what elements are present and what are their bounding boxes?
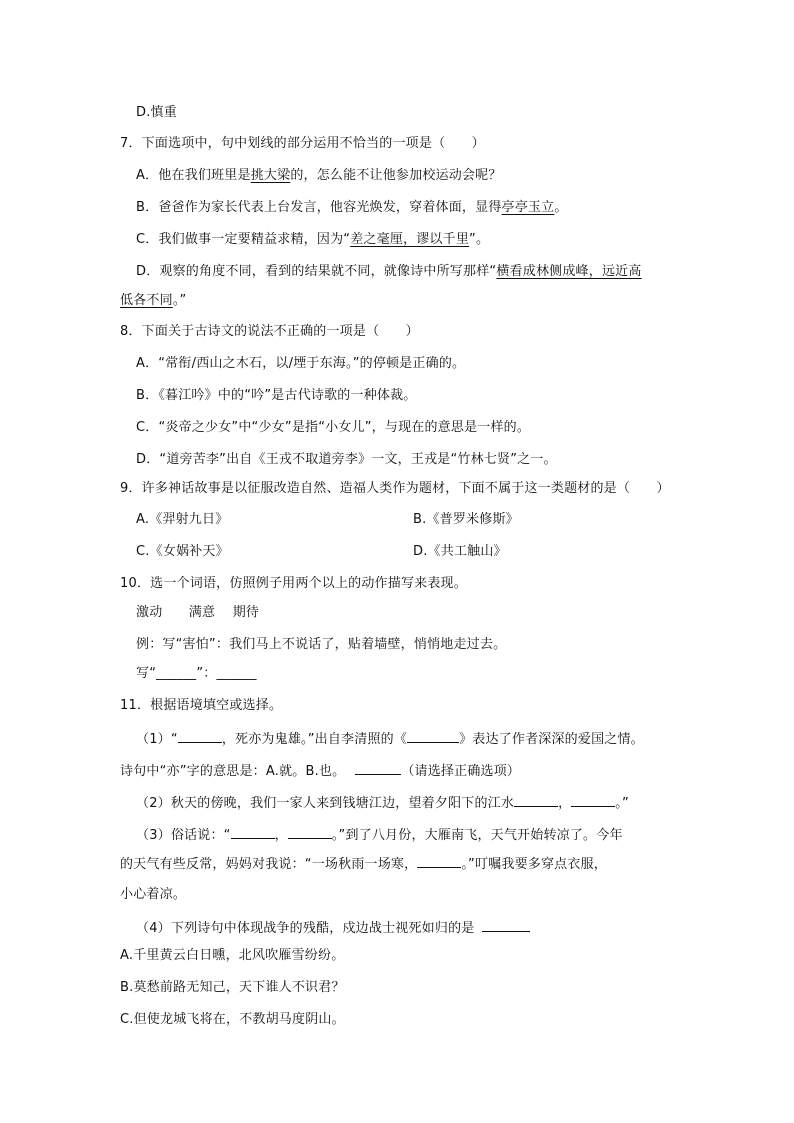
q11-p2-text-a: （2）秋天的傍晚，我们一家人来到钱塘江边，望着夕阳下的江水 (136, 796, 515, 811)
q9-option-a: A.《羿射九日》 (136, 512, 229, 527)
q7-stem: 7．下面选项中，句中划线的部分运用不恰当的一项是（ ） (120, 136, 485, 151)
q11-p2-blank-1[interactable] (514, 793, 558, 807)
q9-stem: 9．许多神话故事是以征服改造自然、造福人类作为题材，下面不属于这一类题材的是（ ） (120, 481, 670, 496)
q10-word-choices: 激动 满意 期待 (136, 605, 260, 620)
q11-p3-blank-2[interactable] (288, 825, 332, 839)
q8-option-c: C．“炎帝之少女”中“少女”是指“小女儿”，与现在的意思是一样的。 (136, 420, 531, 435)
q10-answer-blank[interactable]: ______ (216, 666, 257, 681)
q7-option-b (136, 199, 568, 217)
q11-part1-line2 (120, 761, 520, 781)
q7-option-d-cont (120, 292, 186, 310)
q11-p3-text-c: 。”到了八月份，大雁南飞，天气开始转凉了。今年 (331, 828, 623, 843)
q8-option-d: D．“道旁苦李”出自《王戎不取道旁李》一文，王戎是“竹林七贤”之一。 (136, 452, 557, 467)
q7-b-text-end: 。 (554, 200, 568, 215)
q11-part2 (136, 793, 629, 813)
q11-part1-line1 (136, 729, 644, 749)
q7-b-underlined: 亭亭玉立 (501, 200, 555, 215)
q8-option-b: B．《暮江吟》中的“吟”是古代诗歌的一种体裁。 (136, 388, 417, 403)
q10-example: 例：写“害怕”：我们马上不说话了，贴着墙壁，悄悄地走过去。 (136, 637, 507, 652)
q11-p1-text-e: （请选择正确选项） (401, 764, 521, 779)
q7-d-text: D．观察的角度不同，看到的结果就不同，就像诗中所写那样“ (136, 264, 497, 279)
q9-option-c: C.《女娲补天》 (136, 544, 229, 559)
q7-option-d (136, 263, 642, 281)
q7-a-text-end: 的，怎么能不让他参加校运动会呢？ (290, 168, 502, 183)
q10-write-label: 写“ (136, 666, 157, 681)
q7-d-underlined-2: 低各不同 (120, 293, 173, 308)
q8-option-a: A．“常衔/西山之木石，以/堙于东海。”的停顿是正确的。 (136, 356, 466, 371)
q7-c-underlined: 差之毫厘，谬以千里 (350, 232, 470, 247)
q10-answer-line (136, 665, 257, 683)
q10-write-colon: ”： (196, 666, 217, 681)
q11-p1-text-a: （1）“ (136, 732, 178, 747)
q11-p1-text-d: 诗句中“亦”字的意思是：A.就。B.也。 (120, 764, 346, 779)
q7-a-underlined: 挑大梁 (250, 168, 291, 183)
q11-p2-text-c: 。” (615, 796, 629, 811)
q10-word-blank[interactable]: ______ (156, 666, 197, 681)
q11-part4-stem (136, 918, 530, 938)
q9-option-d: D.《共工触山》 (413, 544, 507, 559)
q6-option-d: D.慎重 (136, 105, 177, 120)
q7-b-text: B．爸爸作为家长代表上台发言，他容光焕发，穿着体面，显得 (136, 200, 502, 215)
q11-p1-blank-1[interactable] (178, 729, 222, 743)
q11-p1-text-b: ，死亦为鬼雄。”出自李清照的《 (221, 732, 408, 747)
q7-option-a (136, 167, 502, 185)
q7-d-underlined-1: 横看成林侧成峰，远近高 (496, 264, 642, 279)
q11-p3-text-a: （3）俗话说：“ (136, 828, 231, 843)
q7-c-text-end: ”。 (469, 232, 490, 247)
q11-p3-blank-3[interactable] (417, 854, 461, 868)
q11-p4-option-c: C.但使龙城飞将在，不教胡马度阴山。 (120, 1012, 345, 1027)
q7-option-c (136, 231, 489, 249)
q11-part3-line2 (120, 854, 607, 874)
q9-option-b: B.《普罗米修斯》 (413, 512, 519, 527)
q11-part3-line1 (136, 825, 623, 845)
q11-stem: 11．根据语境填空或选择。 (120, 698, 283, 713)
q11-p1-text-c: 》表达了作者深深的爱国之情。 (459, 732, 644, 747)
q11-p1-blank-2[interactable] (407, 729, 459, 743)
q7-c-text: C．我们做事一定要精益求精，因为“ (136, 232, 351, 247)
q11-p3-text-d: 的天气有些反常，妈妈对我说：“一场秋雨一场寒， (120, 857, 418, 872)
q11-p4-option-b: B.莫愁前路无知己，天下谁人不识君？ (120, 980, 345, 995)
q10-stem: 10．选一个词语，仿照例子用两个以上的动作描写来表现。 (120, 576, 467, 591)
q11-p2-blank-2[interactable] (571, 793, 615, 807)
q11-part3-line3: 小心着凉。 (120, 887, 187, 902)
q11-p1-blank-3[interactable] (355, 761, 401, 775)
q8-stem: 8．下面关于古诗文的说法不正确的一项是（ ） (120, 324, 419, 339)
q11-p3-text-e: 。”叮嘱我要多穿点衣服， (461, 857, 607, 872)
q7-d-text-end: 。” (172, 293, 187, 308)
q7-a-text: A．他在我们班里是 (136, 168, 251, 183)
q11-p3-text-b: ， (274, 828, 288, 843)
q11-p4-blank[interactable] (482, 918, 530, 932)
q11-p4-option-a: A.千里黄云白日曛，北风吹雁雪纷纷。 (120, 948, 345, 963)
q11-p2-text-b: ， (558, 796, 572, 811)
q11-p4-text: （4）下列诗句中体现战争的残酷，戍边战士视死如归的是 (136, 921, 475, 936)
q11-p3-blank-1[interactable] (231, 825, 275, 839)
